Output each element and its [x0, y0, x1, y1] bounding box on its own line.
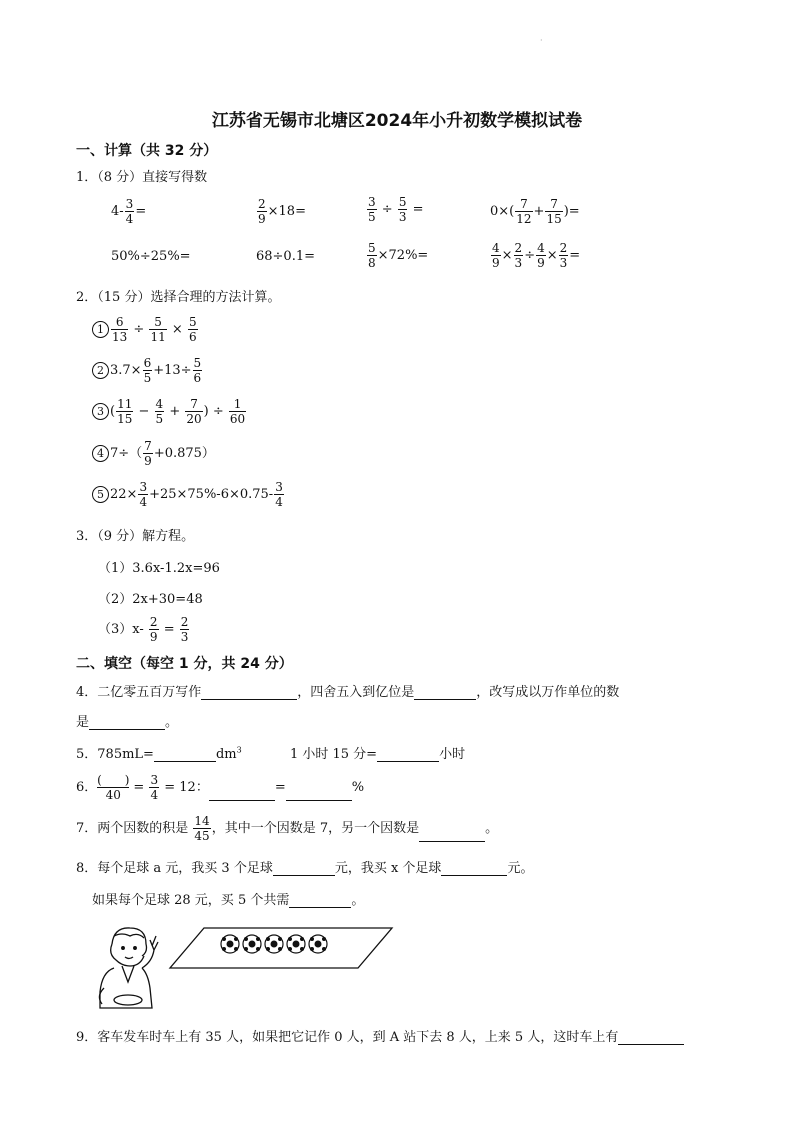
header-mark: ·: [540, 36, 543, 45]
soccer-ball-icon: [221, 935, 239, 953]
q9-blank[interactable]: [618, 1030, 684, 1045]
q4-line-2: 是 。: [76, 715, 179, 730]
q8-blank-1[interactable]: [273, 861, 335, 876]
q1-expr-1: 4- $\frac{3}{4}$ =: [111, 197, 147, 226]
q6-blank-1[interactable]: [209, 786, 275, 801]
q2-problem-4: 4 7÷（ $\frac{7}{9}$ +0.875）: [92, 440, 215, 467]
q5-blank-2[interactable]: [377, 747, 439, 762]
section-1-heading: 一、计算（共 32 分）: [76, 143, 218, 159]
soccer-ball-icon: [243, 935, 261, 953]
q7-blank[interactable]: [419, 827, 485, 842]
q8-blank-3[interactable]: [289, 893, 351, 908]
q3-equation-1: （1）3.6x-1.2x=96: [98, 561, 220, 576]
q9-line: 9．客车发车时车上有 35 人，如果把它记作 0 人，到 A 站下去 8 人，上来 5 人，这时车上有: [76, 1026, 684, 1045]
q1-label: 1．（8 分）直接写得数: [76, 170, 208, 185]
q2-label: 2．（15 分）选择合理的方法计算。: [76, 290, 281, 305]
q1-expr-4: 0×( $\frac{7}{12}$ + $\frac{7}{15}$ )=: [490, 197, 580, 226]
section-2-heading: 二、填空（每空 1 分，共 24 分）: [76, 656, 293, 672]
q5-blank-1[interactable]: [154, 747, 216, 762]
q8-line-2: 如果每个足球 28 元，买 5 个共需 。: [92, 893, 365, 908]
q3-equation-3: （3）x- $\frac{2}{9}$ = $\frac{2}{3}$: [98, 615, 189, 644]
q3-label: 3．（9 分）解方程。: [76, 529, 195, 544]
q1-expr-7: $\frac{5}{8}$ ×72%=: [368, 241, 429, 270]
q4-line-1: 4．二亿零五百万写作 ，四舍五入到亿位是 ，改写成以万作单位的数: [76, 685, 620, 700]
soccer-ball-icon: [265, 935, 283, 953]
boy-figure-icon: [99, 928, 158, 1008]
q8-blank-2[interactable]: [441, 861, 507, 876]
ball-box: [170, 928, 392, 968]
q8-illustration: [92, 922, 402, 1012]
q4-blank-1[interactable]: [201, 685, 297, 700]
q2-problem-3: 3 ( $\frac{11}{15}$ − $\frac{4}{5}$ + $\frac{7}{20}$ ) ÷ $\frac{1}{60}$: [92, 398, 247, 425]
q1-expr-2: $\frac{2}{9}$ ×18=: [258, 197, 306, 226]
q5-line: 5．$785mL= dm^3$ 1 小时 15 分= 小时: [76, 745, 466, 762]
soccer-ball-icon: [309, 935, 327, 953]
q8-line-1: 8．每个足球 a 元，我买 3 个足球 元，我买 x 个足球 元。: [76, 861, 534, 876]
q1-expr-5: 50%÷25%=: [111, 249, 191, 264]
q6-line: 6． $\frac{( )}{40}$ = $\frac{3}{4}$ = 12： = %: [76, 773, 365, 802]
q1-expr-8: $\frac{4}{9}$ × $\frac{2}{3}$ ÷ $\frac{4}{9}$ × $\frac{2}{3}$ =: [492, 241, 581, 270]
soccer-ball-icon: [287, 935, 305, 953]
q2-problem-5: 5 22× $\frac{3}{4}$ +25×75%-6×0.75- $\frac{3}{4}$: [92, 481, 285, 508]
q3-equation-2: （2）2x+30=48: [98, 592, 203, 607]
page-title: 江苏省无锡市北塘区2024年小升初数学模拟试卷: [211, 111, 583, 131]
q1-expr-6: 68÷0.1=: [256, 249, 316, 264]
q1-expr-3: $\frac{3}{5}$ ÷ $\frac{5}{3}$ =: [368, 195, 424, 224]
q2-problem-2: 2 3.7× $\frac{6}{5}$ +13÷ $\frac{5}{6}$: [92, 357, 203, 384]
q4-blank-3[interactable]: [89, 715, 165, 730]
q6-blank-2[interactable]: [286, 786, 352, 801]
q7-line: 7．两个因数的积是 $\frac{14}{45}$ ，其中一个因数是 7，另一个因数是 。: [76, 814, 499, 843]
q4-blank-2[interactable]: [414, 685, 476, 700]
q2-problem-1: 1 $\frac{6}{13}$ ÷ $\frac{5}{11}$ × $\frac{5}{6}$: [92, 316, 199, 343]
